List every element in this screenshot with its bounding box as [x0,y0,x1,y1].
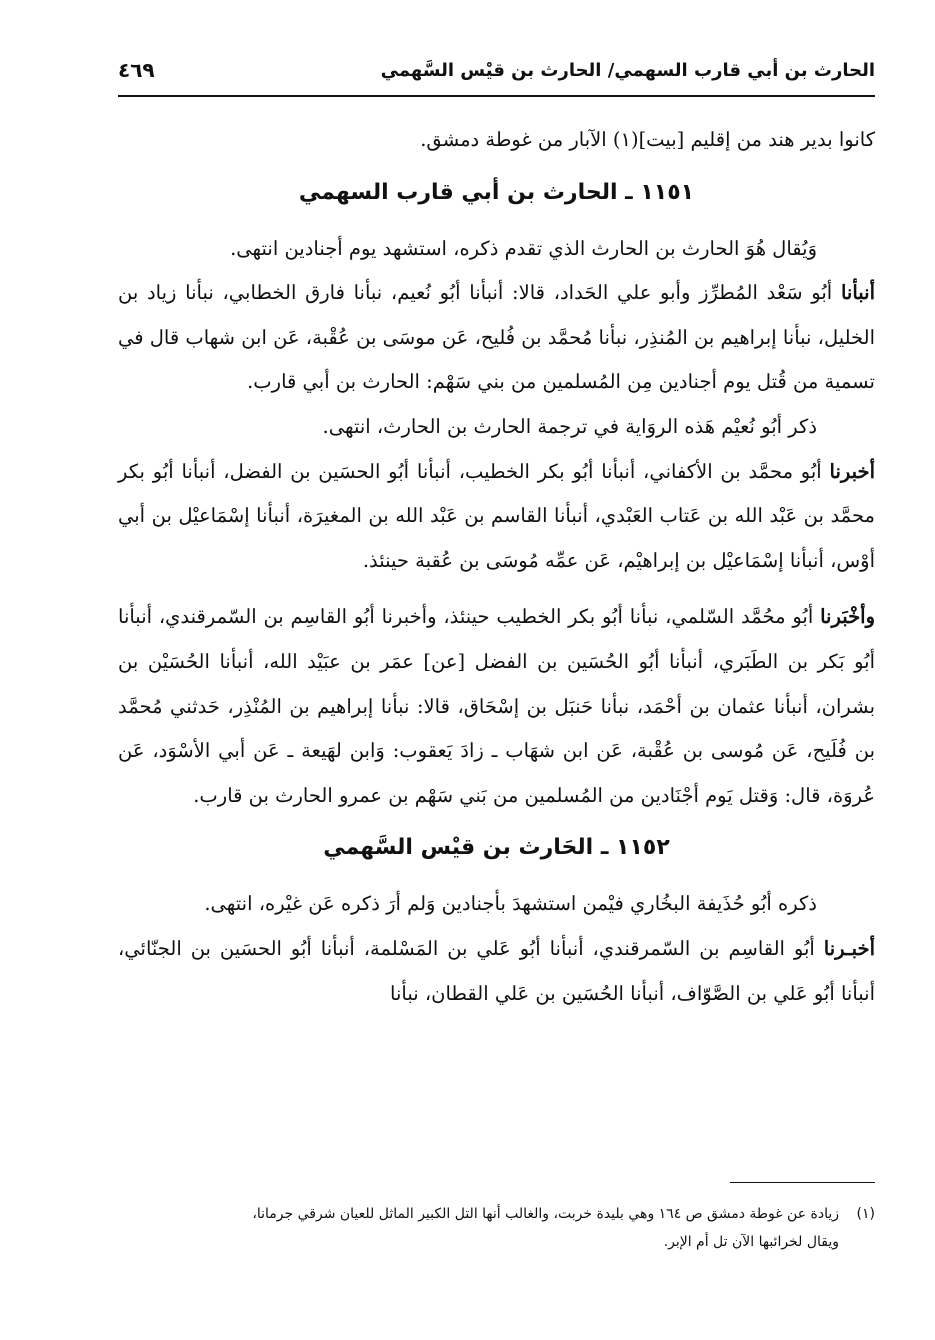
header-divider [118,95,875,97]
paragraph: ذكر أبُو نُعيْم هَذه الروَاية في ترجمة الحارث بن الحارث، انتهى. [322,414,817,438]
paragraph: ذكره أبُو حُذَيفة البخُاري فيْمن استشهدَ بأجنادين وَلم أرَ ذكره عَن غيْره، انتهى. [204,892,817,916]
entry-heading-1152: ١١٥٢ ـ الحَارث بن قيْس السَّهمي [323,835,670,861]
footnote-line: ويقال لخرائبها الآن تل أم الإبر. [663,1234,839,1250]
main-text [118,118,875,1016]
page-number: ٤٦٩ [118,58,155,82]
paragraph-text: أبُو محمَّد بن الأكفاني، أنبأنا أبُو بكر الخطيب، أنبأنا أبُو الحسَين بن الفضل، أنبأنا أبُو بكر محمَّد بن عَبْد الله بن عَتاب العَبْدي، أنبأنا القاسم بن عَبْد الله بن المغيرَة، أنبأنا إسْمَاعيْل بن أبي أوْس، أنبأنا إسْمَاعيْل بن إبراهيْم، عَن عمِّه مُوسَى بن عُقبة حينئذ. [118,459,875,572]
paragraph-lead-word: أخبرنا [829,459,875,483]
running-header [118,56,875,96]
entry-heading-1151: ١١٥١ ـ الحارث بن أبي قارب السهمي [298,179,695,205]
paragraph-text: أبُو محُمَّد السّلمي، نبأنا أبُو بكر الخطيب حينئذ، وأخبرنا أبُو القاسِم بن السّمرقندي، أنبأنا أبُو بَكر بن الطَبَري، أنبأنا أبُو الحُسَين بن الفضل [عن] عمَر بن عبَيْد الله، أنبأنا الحُسَيْن بن بشران، أنبأنا عثمان بن أحْمَد، نبأنا حَنبَل بن إسْحَاق، قالا: نبأنا إبراهيم بن المُنْذِر، حَدثني مُحمَّد بن فُلَيح، عَن مُوسى بن عُقْبة، عَن ابن شهَاب ـ زادَ يَعقوب: وَابن لهَيعة ـ عَن أبي الأسْوَد، عَن عُروَة، قال: وَقتل يَوم أجْنَادين من المُسلمين من بَني سَهْم بن عمرو الحارث بن قارب. [118,605,875,807]
paragraph [118,450,875,584]
footnote-text: زيادة عن غوطة دمشق ص ١٦٤ وهي بليدة خربت، والغالب أنها التل الكبير الماثل للعيان شرقي جرمانا، [252,1206,839,1222]
paragraph [118,595,875,818]
header-title: الحارث بن أبي قارب السهمي/ الحارث بن قيْس السَّهمي [380,60,875,81]
paragraph-gap [118,583,875,595]
footnote-divider [730,1182,875,1183]
footnote-number: (١) [856,1206,875,1222]
footnote-line [118,1200,875,1228]
paragraph-text: أبُو سَعْد المُطرِّز وأبو علي الحَداد، قالا: أنبأنا أبُو نُعيم، نبأنا فارق الخطابي، نبأنا زياد بن الخليل، نبأنا إبراهيم بن المُنذِر، نبأنا مُحمَّد بن فُليح، عَن موسَى بن عُقْبة، عَن ابن شهاب قال في تسمية من قُتل يوم أجنادين مِن المُسلمين من بني سَهْم: الحارث بن أبي قارب. [117,281,875,394]
paragraph: وَيُقال هُوَ الحارث بن الحارث الذي تقدم ذكره، استشهد يوم أجنادين انتهى. [230,236,817,260]
paragraph [118,927,875,1016]
paragraph-lead-word: أخبـرنا [823,936,875,960]
paragraph-lead-word: وأخْبَرنا [820,605,875,629]
paragraph [118,271,875,405]
paragraph-text: أبُو القاسِم بن السّمرقندي، أنبأنا أبُو عَلي بن المَسْلمة، أنبأنا أبُو الحسَين بن الجنّائي، أنبأنا أبُو عَلي بن الصَّوّاف، أنبأنا الحُسَين بن عَلي القطان، نبأنا [118,936,875,1005]
continuation-paragraph: كانوا بدير هند من إقليم [بيت](١) الآبار من غوطة دمشق. [420,128,875,151]
paragraph-lead-word: أنبأنا [840,281,875,305]
footnote [118,1200,875,1256]
